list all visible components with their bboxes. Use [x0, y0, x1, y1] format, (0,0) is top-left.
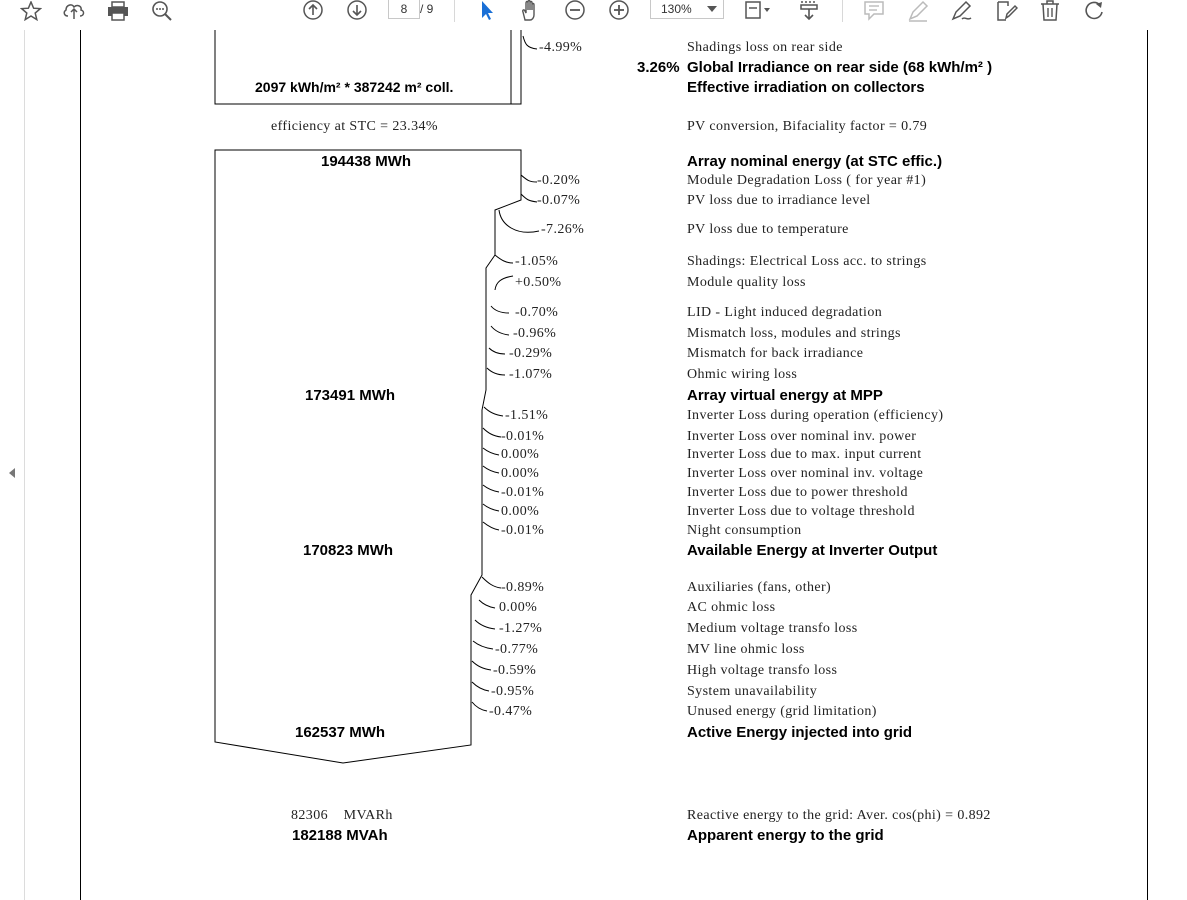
- loss-arrow: [495, 255, 513, 263]
- sign-icon[interactable]: [948, 0, 976, 22]
- bookmark-star-icon[interactable]: [18, 0, 44, 22]
- loss-label: Inverter Loss due to power threshold: [687, 485, 908, 500]
- loss-label: Inverter Loss due to max. input current: [687, 447, 922, 462]
- loss-label: Medium voltage transfo loss: [687, 621, 858, 636]
- loss-pct: -0.70%: [515, 305, 559, 320]
- loss-arrow: [475, 620, 495, 629]
- loss-label: Module quality loss: [687, 275, 806, 290]
- loss-pct: -1.07%: [509, 367, 553, 382]
- next-page-icon[interactable]: [344, 0, 370, 22]
- loss-pct: -0.01%: [501, 485, 545, 500]
- loss-arrow: [483, 466, 499, 473]
- loss-arrow: [482, 577, 501, 588]
- page-fit-icon[interactable]: [738, 0, 774, 22]
- hand-tool-icon[interactable]: [516, 0, 544, 22]
- reactive-energy-label: Reactive energy to the grid: Aver. cos(phi) = 0.892: [687, 808, 991, 823]
- page-number-input[interactable]: 8: [388, 0, 420, 19]
- loss-arrow: [489, 348, 505, 354]
- apparent-energy-value: 182188 MVAh: [292, 827, 388, 844]
- edit-document-icon[interactable]: [992, 0, 1020, 22]
- loss-label: Shadings: Electrical Loss acc. to strings: [687, 254, 927, 269]
- highlight-pen-icon[interactable]: [904, 0, 932, 22]
- loss-arrow: [479, 600, 495, 608]
- loss-arrow: [484, 407, 503, 416]
- loss-diagram: [81, 30, 1147, 900]
- virtual-energy-label: Array virtual energy at MPP: [687, 387, 883, 404]
- pdf-toolbar: [0, 0, 1187, 30]
- loss-label: AC ohmic loss: [687, 600, 776, 615]
- collector-calc: 2097 kWh/m² * 387242 m² coll.: [255, 79, 454, 95]
- toolbar-divider: [842, 0, 843, 22]
- loss-arrow: [483, 522, 499, 530]
- loss-label: Module Degradation Loss ( for year #1): [687, 173, 927, 188]
- loss-label: MV line ohmic loss: [687, 642, 805, 657]
- delete-trash-icon[interactable]: [1036, 0, 1064, 22]
- loss-pct: 0.00%: [499, 600, 538, 615]
- zoom-level-value: 130%: [661, 2, 692, 16]
- loss-label: Inverter Loss during operation (efficiency): [687, 408, 944, 423]
- stc-efficiency: efficiency at STC = 23.34%: [271, 119, 438, 134]
- zoom-level-select[interactable]: [650, 0, 724, 19]
- loss-pct: -0.29%: [509, 346, 553, 361]
- loss-arrow: [483, 428, 501, 437]
- loss-label: System unavailability: [687, 684, 818, 699]
- rotate-icon[interactable]: [1080, 0, 1108, 22]
- page-count: / 9: [420, 2, 434, 16]
- loss-pct: -0.47%: [489, 704, 533, 719]
- loss-pct: -1.05%: [515, 254, 559, 269]
- loss-arrow: [487, 368, 505, 375]
- previous-page-icon[interactable]: [300, 0, 326, 22]
- loss-pct: -7.26%: [541, 222, 585, 237]
- grid-energy-label: Active Energy injected into grid: [687, 724, 913, 741]
- rear-shading-arrow: [523, 36, 537, 49]
- loss-pct: -0.20%: [537, 173, 581, 188]
- loss-arrow: [499, 210, 539, 232]
- loss-arrow: [483, 485, 499, 492]
- nominal-energy-label: Array nominal energy (at STC effic.): [687, 153, 943, 170]
- loss-label: High voltage transfo loss: [687, 663, 838, 678]
- cloud-upload-icon[interactable]: [60, 0, 88, 22]
- loss-arrow: [472, 682, 489, 691]
- shading-rear-label: Shadings loss on rear side: [687, 40, 843, 55]
- comment-icon[interactable]: [860, 0, 888, 22]
- loss-label: Mismatch loss, modules and strings: [687, 326, 901, 341]
- loss-arrow: [473, 641, 493, 649]
- loss-pct: 0.00%: [501, 504, 540, 519]
- toolbar-divider: [454, 0, 455, 22]
- loss-pct: 0.00%: [501, 447, 540, 462]
- grid-energy-value: 162537 MWh: [295, 724, 386, 741]
- gain-pct: +0.50%: [515, 275, 562, 290]
- loss-pct: -0.95%: [491, 684, 535, 699]
- loss-label: PV loss due to temperature: [687, 222, 849, 237]
- pv-conversion-label: PV conversion, Bifaciality factor = 0.79: [687, 119, 928, 134]
- zoom-out-icon[interactable]: [562, 0, 588, 22]
- inverter-output-value: 170823 MWh: [303, 542, 394, 559]
- nominal-energy-value: 194438 MWh: [321, 153, 412, 170]
- loss-pct: -0.01%: [501, 523, 545, 538]
- global-rear-label: Global Irradiance on rear side (68 kWh/m² ): [687, 59, 993, 76]
- print-icon[interactable]: [104, 0, 132, 22]
- loss-label: Ohmic wiring loss: [687, 367, 798, 382]
- virtual-energy-value: 173491 MWh: [305, 387, 396, 404]
- loss-arrow: [491, 306, 509, 313]
- expand-left-icon: [9, 468, 15, 478]
- reactive-energy-value: 82306 MVARh: [291, 808, 393, 823]
- loss-pct: 0.00%: [501, 466, 540, 481]
- loss-pct: -0.96%: [513, 326, 557, 341]
- loss-pct: -0.59%: [493, 663, 537, 678]
- loss-label: PV loss due to irradiance level: [687, 193, 871, 208]
- shading-rear-pct: -4.99%: [539, 40, 583, 55]
- gain-arrow: [495, 276, 513, 290]
- loss-label: Unused energy (grid limitation): [687, 704, 877, 719]
- chevron-down-icon: [707, 6, 717, 12]
- zoom-search-icon[interactable]: [148, 0, 176, 22]
- zoom-in-icon[interactable]: [606, 0, 632, 22]
- loss-label: Auxiliaries (fans, other): [687, 580, 832, 595]
- loss-pct: -0.07%: [537, 193, 581, 208]
- select-cursor-icon[interactable]: [476, 0, 498, 22]
- loss-pct: -1.27%: [499, 621, 543, 636]
- loss-label: Inverter Loss over nominal inv. power: [687, 429, 917, 444]
- loss-pct: -0.89%: [501, 580, 545, 595]
- sidebar-panel-toggle[interactable]: [0, 30, 25, 900]
- loss-arrow: [483, 448, 499, 455]
- loss-pct: -1.51%: [505, 408, 549, 423]
- loss-label: Night consumption: [687, 523, 802, 538]
- loss-arrow: [472, 661, 491, 670]
- scroll-mode-icon[interactable]: [794, 0, 824, 22]
- document-page: [80, 30, 1148, 900]
- loss-label: Inverter Loss due to voltage threshold: [687, 504, 915, 519]
- inverter-output-label: Available Energy at Inverter Output: [687, 542, 938, 559]
- loss-arrow: [483, 504, 499, 511]
- loss-label: Inverter Loss over nominal inv. voltage: [687, 466, 924, 481]
- loss-pct: -0.01%: [501, 429, 545, 444]
- global-rear-pct: 3.26%: [637, 59, 680, 76]
- effective-irradiation-label: Effective irradiation on collectors: [687, 79, 925, 96]
- loss-arrow: [521, 194, 537, 202]
- energy-flow-funnel: [215, 150, 521, 763]
- loss-arrow: [491, 326, 509, 335]
- loss-label: Mismatch for back irradiance: [687, 346, 864, 361]
- loss-pct: -0.77%: [495, 642, 539, 657]
- loss-arrow: [521, 175, 537, 182]
- loss-label: LID - Light induced degradation: [687, 305, 883, 320]
- loss-arrow: [472, 702, 487, 711]
- apparent-energy-label: Apparent energy to the grid: [687, 827, 884, 844]
